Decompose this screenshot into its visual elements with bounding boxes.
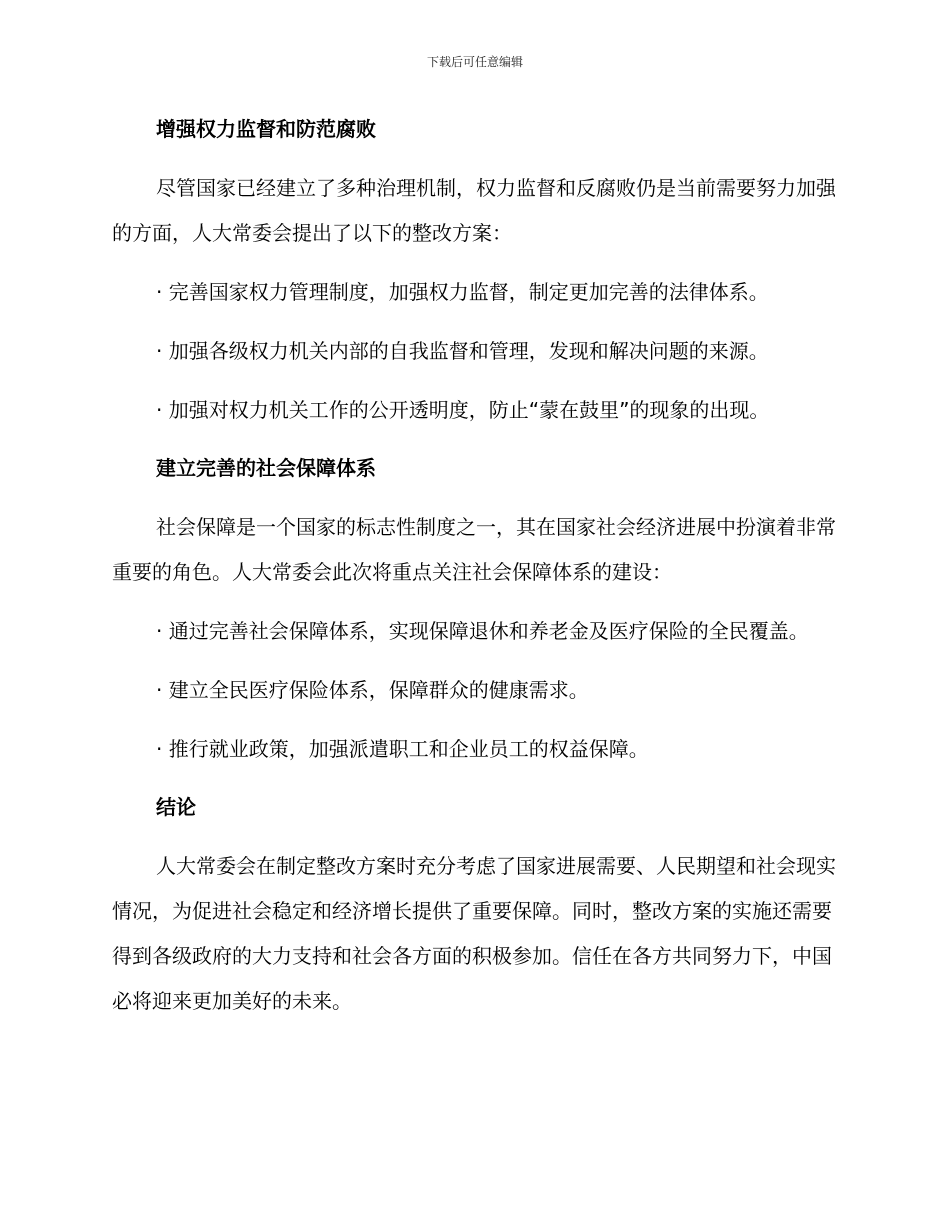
section-heading-social-security: 建立完善的社会保障体系	[156, 456, 376, 480]
paragraph-conclusion: 人大常委会在制定整改方案时充分考虑了国家进展需要、人民期望和社会现实情况，为促进社会稳定和经济增长提供了重要保障。同时，整改方案的实施还需要得到各级政府的大力支持和社会各方面的积极参加。信任在各方共同努力下，中国必将迎来更加美好的未来。	[112, 854, 836, 1013]
bullet-item: · 加强对权力机关工作的公开透明度，防止“蒙在鼓里”的现象的出现。	[156, 398, 770, 422]
bullet-item: · 建立全民医疗保险体系，保障群众的健康需求。	[156, 678, 589, 702]
bullet-item: · 推行就业政策，加强派遣职工和企业员工的权益保障。	[156, 737, 649, 761]
bullet-item: · 加强各级权力机关内部的自我监督和管理，发现和解决问题的来源。	[156, 339, 769, 363]
section-heading-conclusion: 结论	[156, 795, 196, 819]
bullet-item: · 完善国家权力管理制度，加强权力监督，制定更加完善的法律体系。	[156, 280, 769, 304]
document-body	[112, 108, 836, 1024]
bullet-item: · 通过完善社会保障体系，实现保障退休和养老金及医疗保险的全民覆盖。	[156, 619, 809, 643]
paragraph-intro: 社会保障是一个国家的标志性制度之一，其在国家社会经济进展中扮演着非常重要的角色。人大常委会此次将重点关注社会保障体系的建设：	[112, 515, 836, 584]
paragraph-intro: 尽管国家已经建立了多种治理机制，权力监督和反腐败仍是当前需要努力加强的方面，人大常委会提出了以下的整改方案：	[112, 176, 836, 245]
section-heading-anticorruption: 增强权力监督和防范腐败	[156, 117, 376, 141]
page-header-note: 下载后可任意编辑	[426, 55, 523, 69]
